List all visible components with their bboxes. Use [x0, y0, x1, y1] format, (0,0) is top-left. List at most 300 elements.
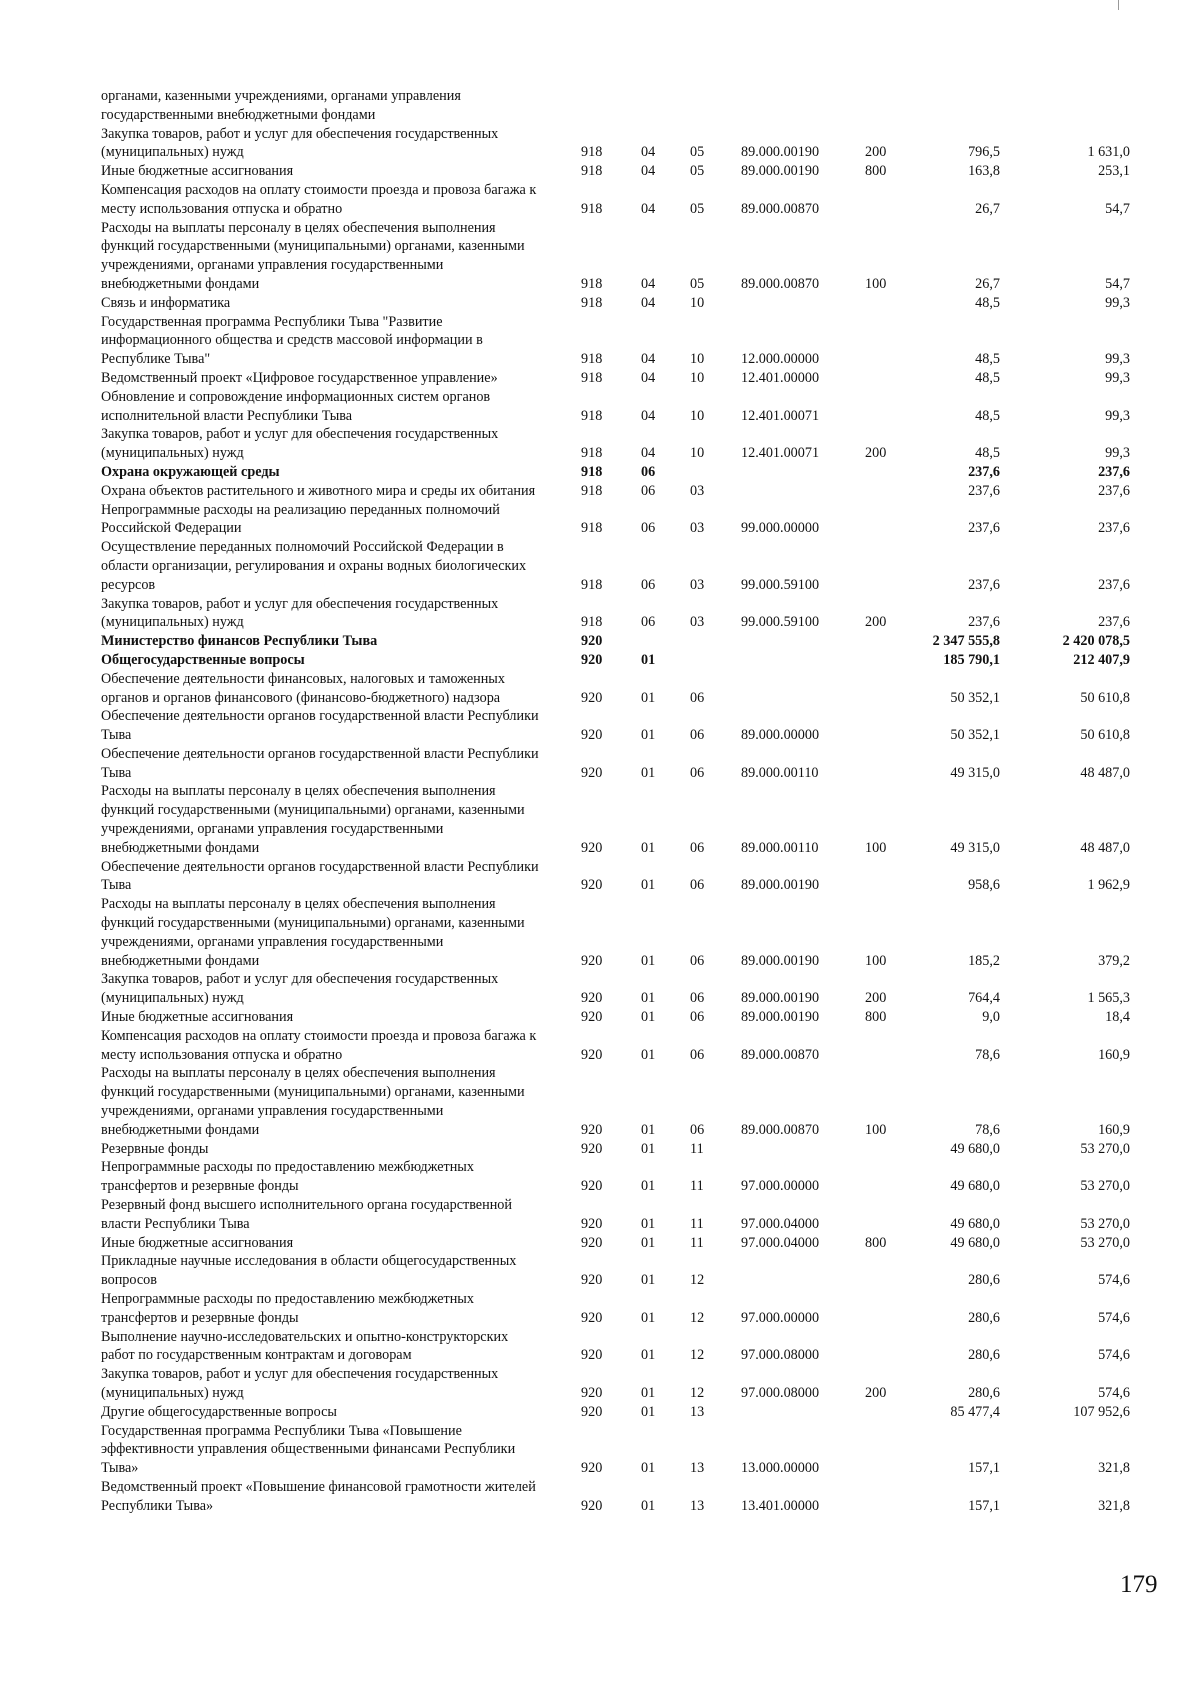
amount-year-2: 574,6	[1098, 1384, 1130, 1401]
expense-item-name: Обеспечение деятельности органов государственной власти Республики Тыва	[101, 708, 539, 744]
subsection-code: 06	[690, 1009, 705, 1026]
subsection-code: 05	[690, 163, 705, 180]
amount-year-1: 78,6	[975, 1046, 1000, 1063]
expense-type-code: 200	[865, 614, 887, 631]
amount-year-1: 9,0	[982, 1009, 1000, 1026]
section-code: 04	[641, 445, 656, 462]
amount-year-2: 237,6	[1098, 463, 1130, 480]
expense-type-code: 200	[865, 990, 887, 1007]
amount-year-2: 1 565,3	[1087, 990, 1130, 1007]
amount-year-2: 321,8	[1098, 1497, 1130, 1514]
expense-item-name: Резервные фонды	[101, 1140, 209, 1157]
subsection-code: 06	[690, 952, 705, 969]
amount-year-2: 107 952,6	[1073, 1403, 1130, 1420]
target-article-code: 99.000.59100	[741, 576, 820, 593]
section-code: 01	[641, 1009, 656, 1026]
subsection-code: 11	[690, 1215, 704, 1232]
amount-year-2: 54,7	[1105, 275, 1130, 292]
department-code: 920	[581, 1215, 603, 1232]
section-code: 04	[641, 351, 656, 368]
table-row	[0, 181, 1200, 219]
department-code: 920	[581, 877, 603, 894]
section-code: 01	[641, 1140, 656, 1157]
subsection-code: 03	[690, 482, 705, 499]
department-code: 918	[581, 576, 603, 593]
table-row	[0, 125, 1200, 163]
expense-item-name: Расходы на выплаты персоналу в целях обеспечения выполнения функций государственными (муниципальными) органами, казенными учреждениями, органами управления государственными внебюджетными фондами	[101, 783, 525, 856]
subsection-code: 13	[690, 1403, 705, 1420]
amount-year-1: 764,4	[968, 990, 1000, 1007]
amount-year-2: 379,2	[1098, 952, 1130, 969]
expense-item-name: Резервный фонд высшего исполнительного органа государственной власти Республики Тыва	[101, 1197, 512, 1232]
target-article-code: 89.000.00110	[741, 764, 819, 781]
expense-type-code: 100	[865, 839, 887, 856]
target-article-code: 97.000.00000	[741, 1309, 820, 1326]
expense-item-name: Закупка товаров, работ и услуг для обеспечения государственных (муниципальных) нужд	[101, 595, 499, 631]
expense-item-name: Обеспечение деятельности финансовых, налоговых и таможенных органов и органов финансового (финансово-бюджетного) надзора	[101, 670, 505, 706]
expense-item-name: Охрана объектов растительного и животного мира и среды их обитания	[101, 482, 536, 499]
section-code: 04	[641, 294, 656, 311]
department-code: 920	[581, 1347, 603, 1364]
amount-year-2: 253,1	[1098, 163, 1130, 180]
table-row	[0, 970, 1200, 1008]
target-article-code: 89.000.00000	[741, 727, 820, 744]
expense-item-name: Государственная программа Республики Тыва "Развитие информационного общества и средств массовой информации в Республике Тыва"	[101, 313, 483, 368]
table-row	[0, 1196, 1200, 1234]
target-article-code: 89.000.00190	[741, 952, 820, 969]
expense-type-code: 100	[865, 1121, 887, 1138]
target-article-code: 89.000.00190	[741, 990, 820, 1007]
section-code: 01	[641, 1272, 656, 1289]
department-code: 918	[581, 294, 603, 311]
department-code: 918	[581, 614, 603, 631]
amount-year-1: 49 680,0	[950, 1140, 1000, 1157]
department-code: 920	[581, 1140, 603, 1157]
expense-item-name: органами, казенными учреждениями, органами управления государственными внебюджетными фондами	[101, 88, 461, 123]
expense-type-code: 800	[865, 1234, 887, 1251]
table-row	[0, 1252, 1200, 1290]
budget-table	[0, 87, 1200, 1516]
expense-type-code: 800	[865, 163, 887, 180]
expense-type-code: 200	[865, 445, 887, 462]
section-code: 04	[641, 369, 656, 386]
subsection-code: 06	[690, 1121, 705, 1138]
amount-year-2: 237,6	[1098, 614, 1130, 631]
target-article-code: 97.000.04000	[741, 1234, 820, 1251]
subsection-code: 13	[690, 1497, 705, 1514]
table-row	[0, 1064, 1200, 1139]
target-article-code: 89.000.00190	[741, 163, 820, 180]
table-row	[0, 538, 1200, 594]
amount-year-1: 958,6	[968, 877, 1000, 894]
expense-item-name: Иные бюджетные ассигнования	[101, 1009, 294, 1026]
department-code: 920	[581, 990, 603, 1007]
amount-year-1: 796,5	[968, 144, 1000, 161]
subsection-code: 12	[690, 1347, 705, 1364]
table-row	[0, 1328, 1200, 1366]
expense-type-code: 800	[865, 1009, 887, 1026]
amount-year-1: 280,6	[968, 1272, 1000, 1289]
amount-year-2: 1 631,0	[1087, 144, 1130, 161]
subsection-code: 03	[690, 520, 705, 537]
subsection-code: 12	[690, 1272, 705, 1289]
section-code: 04	[641, 144, 656, 161]
table-row	[0, 482, 1200, 501]
target-article-code: 12.401.00000	[741, 369, 820, 386]
section-code: 01	[641, 1460, 656, 1477]
expense-item-name: Закупка товаров, работ и услуг для обеспечения государственных (муниципальных) нужд	[101, 971, 499, 1007]
expense-item-name: Иные бюджетные ассигнования	[101, 163, 294, 180]
department-code: 920	[581, 1121, 603, 1138]
section-code: 04	[641, 275, 656, 292]
expense-item-name: Государственная программа Республики Тыва «Повышение эффективности управления общественными финансами Республики Тыва»	[101, 1422, 516, 1477]
table-row	[0, 1403, 1200, 1422]
target-article-code: 97.000.08000	[741, 1347, 820, 1364]
amount-year-2: 212 407,9	[1073, 651, 1130, 668]
expense-item-name: Иные бюджетные ассигнования	[101, 1234, 294, 1251]
subsection-code: 05	[690, 144, 705, 161]
department-code: 920	[581, 633, 603, 650]
department-code: 920	[581, 1009, 603, 1026]
amount-year-1: 48,5	[975, 407, 1000, 424]
table-row	[0, 651, 1200, 670]
target-article-code: 99.000.00000	[741, 520, 820, 537]
target-article-code: 89.000.00870	[741, 275, 820, 292]
page-number: 179	[1120, 1571, 1158, 1598]
amount-year-2: 53 270,0	[1080, 1215, 1130, 1232]
subsection-code: 10	[690, 351, 705, 368]
subsection-code: 10	[690, 407, 705, 424]
amount-year-2: 2 420 078,5	[1062, 633, 1130, 650]
subsection-code: 06	[690, 990, 705, 1007]
subsection-code: 05	[690, 275, 705, 292]
amount-year-1: 48,5	[975, 294, 1000, 311]
amount-year-2: 18,4	[1105, 1009, 1130, 1026]
subsection-code: 06	[690, 877, 705, 894]
expense-item-name: Закупка товаров, работ и услуг для обеспечения государственных (муниципальных) нужд	[101, 426, 499, 462]
expense-item-name: Закупка товаров, работ и услуг для обеспечения государственных (муниципальных) нужд	[101, 1366, 499, 1401]
subsection-code: 11	[690, 1140, 704, 1157]
table-row	[0, 858, 1200, 896]
department-code: 918	[581, 275, 603, 292]
amount-year-2: 160,9	[1098, 1121, 1130, 1138]
amount-year-1: 185,2	[968, 952, 1000, 969]
amount-year-2: 574,6	[1098, 1272, 1130, 1289]
department-code: 920	[581, 764, 603, 781]
subsection-code: 03	[690, 614, 705, 631]
department-code: 918	[581, 520, 603, 537]
table-row	[0, 595, 1200, 633]
table-row	[0, 294, 1200, 313]
amount-year-2: 99,3	[1105, 369, 1130, 386]
amount-year-1: 157,1	[968, 1497, 1000, 1514]
amount-year-1: 237,6	[968, 482, 1000, 499]
target-article-code: 97.000.04000	[741, 1215, 820, 1232]
target-article-code: 89.000.00870	[741, 200, 820, 217]
amount-year-2: 99,3	[1105, 294, 1130, 311]
target-article-code: 89.000.00110	[741, 839, 819, 856]
section-code: 06	[641, 614, 656, 631]
expense-item-name: Расходы на выплаты персоналу в целях обеспечения выполнения функций государственными (муниципальными) органами, казенными учреждениями, органами управления государственными внебюджетными фондами	[101, 896, 525, 969]
amount-year-2: 237,6	[1098, 576, 1130, 593]
table-row	[0, 1290, 1200, 1328]
amount-year-1: 280,6	[968, 1309, 1000, 1326]
table-row	[0, 745, 1200, 783]
department-code: 918	[581, 407, 603, 424]
table-row	[0, 1234, 1200, 1253]
amount-year-1: 185 790,1	[943, 651, 1000, 668]
table-row	[0, 1027, 1200, 1065]
table-row	[0, 463, 1200, 482]
section-code: 04	[641, 163, 656, 180]
table-row	[0, 388, 1200, 426]
amount-year-2: 99,3	[1105, 407, 1130, 424]
expense-item-name: Общегосударственные вопросы	[101, 651, 305, 668]
subsection-code: 06	[690, 764, 705, 781]
amount-year-2: 574,6	[1098, 1309, 1130, 1326]
expense-item-name: Связь и информатика	[101, 294, 231, 311]
section-code: 01	[641, 1234, 656, 1251]
amount-year-1: 280,6	[968, 1347, 1000, 1364]
amount-year-1: 49 680,0	[950, 1178, 1000, 1195]
subsection-code: 10	[690, 294, 705, 311]
amount-year-1: 48,5	[975, 369, 1000, 386]
table-row	[0, 425, 1200, 463]
subsection-code: 10	[690, 445, 705, 462]
section-code: 01	[641, 727, 656, 744]
amount-year-2: 53 270,0	[1080, 1140, 1130, 1157]
amount-year-1: 237,6	[968, 520, 1000, 537]
expense-item-name: Непрограммные расходы по предоставлению межбюджетных трансфертов и резервные фонды	[101, 1159, 474, 1195]
expense-item-name: Охрана окружающей среды	[101, 463, 280, 480]
section-code: 01	[641, 1046, 656, 1063]
amount-year-1: 49 680,0	[950, 1234, 1000, 1251]
table-row	[0, 1478, 1200, 1516]
section-code: 01	[641, 1403, 656, 1420]
department-code: 918	[581, 163, 603, 180]
table-row	[0, 162, 1200, 181]
department-code: 918	[581, 463, 603, 480]
expense-item-name: Непрограммные расходы по предоставлению межбюджетных трансфертов и резервные фонды	[101, 1291, 474, 1326]
subsection-code: 13	[690, 1460, 705, 1477]
amount-year-2: 321,8	[1098, 1460, 1130, 1477]
subsection-code: 06	[690, 689, 705, 706]
expense-item-name: Расходы на выплаты персоналу в целях обеспечения выполнения функций государственными (муниципальными) органами, казенными учреждениями, органами управления государственными внебюджетными фондами	[101, 219, 525, 292]
table-row	[0, 1365, 1200, 1403]
table-row	[0, 219, 1200, 294]
section-code: 04	[641, 407, 656, 424]
target-article-code: 13.000.00000	[741, 1460, 820, 1477]
expense-item-name: Ведомственный проект «Повышение финансовой грамотности жителей Республики Тыва»	[101, 1478, 536, 1514]
expense-item-name: Закупка товаров, работ и услуг для обеспечения государственных (муниципальных) нужд	[101, 125, 499, 161]
amount-year-1: 78,6	[975, 1121, 1000, 1138]
amount-year-1: 49 680,0	[950, 1215, 1000, 1232]
amount-year-1: 26,7	[975, 200, 1000, 217]
expense-item-name: Непрограммные расходы на реализацию переданных полномочий Российской Федерации	[101, 501, 500, 537]
table-row	[0, 782, 1200, 857]
subsection-code: 11	[690, 1234, 704, 1251]
amount-year-2: 99,3	[1105, 351, 1130, 368]
subsection-code: 12	[690, 1384, 705, 1401]
amount-year-2: 48 487,0	[1080, 839, 1130, 856]
table-row	[0, 1008, 1200, 1027]
target-article-code: 12.000.00000	[741, 351, 820, 368]
department-code: 920	[581, 839, 603, 856]
department-code: 920	[581, 1272, 603, 1289]
section-code: 01	[641, 1497, 656, 1514]
amount-year-2: 53 270,0	[1080, 1234, 1130, 1251]
department-code: 920	[581, 727, 603, 744]
amount-year-2: 237,6	[1098, 482, 1130, 499]
amount-year-1: 157,1	[968, 1460, 1000, 1477]
section-code: 06	[641, 520, 656, 537]
amount-year-2: 50 610,8	[1080, 689, 1130, 706]
table-row	[0, 369, 1200, 388]
table-row	[0, 87, 1200, 125]
amount-year-2: 237,6	[1098, 520, 1130, 537]
table-row	[0, 670, 1200, 708]
section-code: 04	[641, 200, 656, 217]
section-code: 01	[641, 1384, 656, 1401]
subsection-code: 11	[690, 1178, 704, 1195]
table-row	[0, 895, 1200, 970]
section-code: 01	[641, 689, 656, 706]
amount-year-1: 237,6	[968, 463, 1000, 480]
amount-year-2: 53 270,0	[1080, 1178, 1130, 1195]
amount-year-2: 48 487,0	[1080, 764, 1130, 781]
expense-type-code: 100	[865, 952, 887, 969]
section-code: 01	[641, 1347, 656, 1364]
expense-item-name: Другие общегосударственные вопросы	[101, 1403, 337, 1420]
amount-year-1: 85 477,4	[950, 1403, 1000, 1420]
expense-item-name: Обеспечение деятельности органов государственной власти Республики Тыва	[101, 745, 539, 781]
department-code: 918	[581, 445, 603, 462]
expense-item-name: Расходы на выплаты персоналу в целях обеспечения выполнения функций государственными (муниципальными) органами, казенными учреждениями, органами управления государственными внебюджетными фондами	[101, 1065, 525, 1138]
amount-year-2: 1 962,9	[1087, 877, 1130, 894]
department-code: 920	[581, 1384, 603, 1401]
target-article-code: 12.401.00071	[741, 445, 820, 462]
scan-edge-mark	[1118, 0, 1119, 10]
department-code: 920	[581, 1309, 603, 1326]
amount-year-1: 237,6	[968, 614, 1000, 631]
target-article-code: 89.000.00190	[741, 877, 820, 894]
table-row	[0, 632, 1200, 651]
target-article-code: 89.000.00190	[741, 144, 820, 161]
expense-item-name: Компенсация расходов на оплату стоимости проезда и провоза багажа к месту использования отпуска и обратно	[101, 1027, 537, 1063]
subsection-code: 06	[690, 727, 705, 744]
section-code: 01	[641, 651, 656, 668]
target-article-code: 99.000.59100	[741, 614, 820, 631]
section-code: 01	[641, 877, 656, 894]
amount-year-2: 54,7	[1105, 200, 1130, 217]
target-article-code: 89.000.00870	[741, 1046, 820, 1063]
amount-year-1: 163,8	[968, 163, 1000, 180]
department-code: 920	[581, 651, 603, 668]
subsection-code: 12	[690, 1309, 705, 1326]
expense-item-name: Компенсация расходов на оплату стоимости проезда и провоза багажа к месту использования отпуска и обратно	[101, 181, 537, 217]
section-code: 06	[641, 482, 656, 499]
table-row	[0, 1422, 1200, 1478]
section-code: 01	[641, 1178, 656, 1195]
section-code: 01	[641, 952, 656, 969]
expense-type-code: 200	[865, 1384, 887, 1401]
expense-item-name: Ведомственный проект «Цифровое государственное управление»	[101, 369, 498, 386]
expense-item-name: Обновление и сопровождение информационных систем органов исполнительной власти Республики Тыва	[101, 388, 491, 424]
section-code: 06	[641, 463, 656, 480]
department-code: 918	[581, 482, 603, 499]
department-code: 920	[581, 1178, 603, 1195]
target-article-code: 89.000.00870	[741, 1121, 820, 1138]
section-code: 01	[641, 764, 656, 781]
target-article-code: 13.401.00000	[741, 1497, 820, 1514]
amount-year-2: 574,6	[1098, 1347, 1130, 1364]
amount-year-1: 49 315,0	[950, 839, 1000, 856]
department-code: 920	[581, 1234, 603, 1251]
department-code: 918	[581, 351, 603, 368]
amount-year-2: 50 610,8	[1080, 727, 1130, 744]
amount-year-1: 2 347 555,8	[932, 633, 1000, 650]
department-code: 918	[581, 200, 603, 217]
table-row	[0, 501, 1200, 539]
section-code: 01	[641, 990, 656, 1007]
subsection-code: 10	[690, 369, 705, 386]
amount-year-1: 26,7	[975, 275, 1000, 292]
department-code: 920	[581, 1497, 603, 1514]
amount-year-1: 237,6	[968, 576, 1000, 593]
amount-year-1: 48,5	[975, 351, 1000, 368]
section-code: 01	[641, 1215, 656, 1232]
table-row	[0, 1140, 1200, 1159]
department-code: 920	[581, 1460, 603, 1477]
expense-item-name: Обеспечение деятельности органов государственной власти Республики Тыва	[101, 858, 539, 894]
department-code: 920	[581, 1403, 603, 1420]
department-code: 920	[581, 952, 603, 969]
subsection-code: 05	[690, 200, 705, 217]
expense-type-code: 200	[865, 144, 887, 161]
section-code: 01	[641, 839, 656, 856]
department-code: 918	[581, 144, 603, 161]
expense-item-name: Осуществление переданных полномочий Российской Федерации в области организации, регулирования и охраны водных биологических ресурсов	[101, 539, 527, 593]
expense-type-code: 100	[865, 275, 887, 292]
amount-year-2: 160,9	[1098, 1046, 1130, 1063]
target-article-code: 89.000.00190	[741, 1009, 820, 1026]
department-code: 920	[581, 689, 603, 706]
expense-item-name: Министерство финансов Республики Тыва	[101, 633, 378, 650]
department-code: 920	[581, 1046, 603, 1063]
subsection-code: 03	[690, 576, 705, 593]
section-code: 01	[641, 1309, 656, 1326]
target-article-code: 12.401.00071	[741, 407, 820, 424]
expense-item-name: Прикладные научные исследования в области общегосударственных вопросов	[101, 1253, 517, 1289]
target-article-code: 97.000.08000	[741, 1384, 820, 1401]
section-code: 01	[641, 1121, 656, 1138]
subsection-code: 06	[690, 1046, 705, 1063]
amount-year-2: 99,3	[1105, 445, 1130, 462]
section-code: 06	[641, 576, 656, 593]
table-row	[0, 1158, 1200, 1196]
target-article-code: 97.000.00000	[741, 1178, 820, 1195]
amount-year-1: 50 352,1	[950, 689, 1000, 706]
table-row	[0, 313, 1200, 369]
subsection-code: 06	[690, 839, 705, 856]
department-code: 918	[581, 369, 603, 386]
expense-item-name: Выполнение научно-исследовательских и опытно-конструкторских работ по государственным контрактам и договорам	[101, 1328, 509, 1364]
table-row	[0, 707, 1200, 745]
amount-year-1: 48,5	[975, 445, 1000, 462]
amount-year-1: 49 315,0	[950, 764, 1000, 781]
amount-year-1: 50 352,1	[950, 727, 1000, 744]
amount-year-1: 280,6	[968, 1384, 1000, 1401]
